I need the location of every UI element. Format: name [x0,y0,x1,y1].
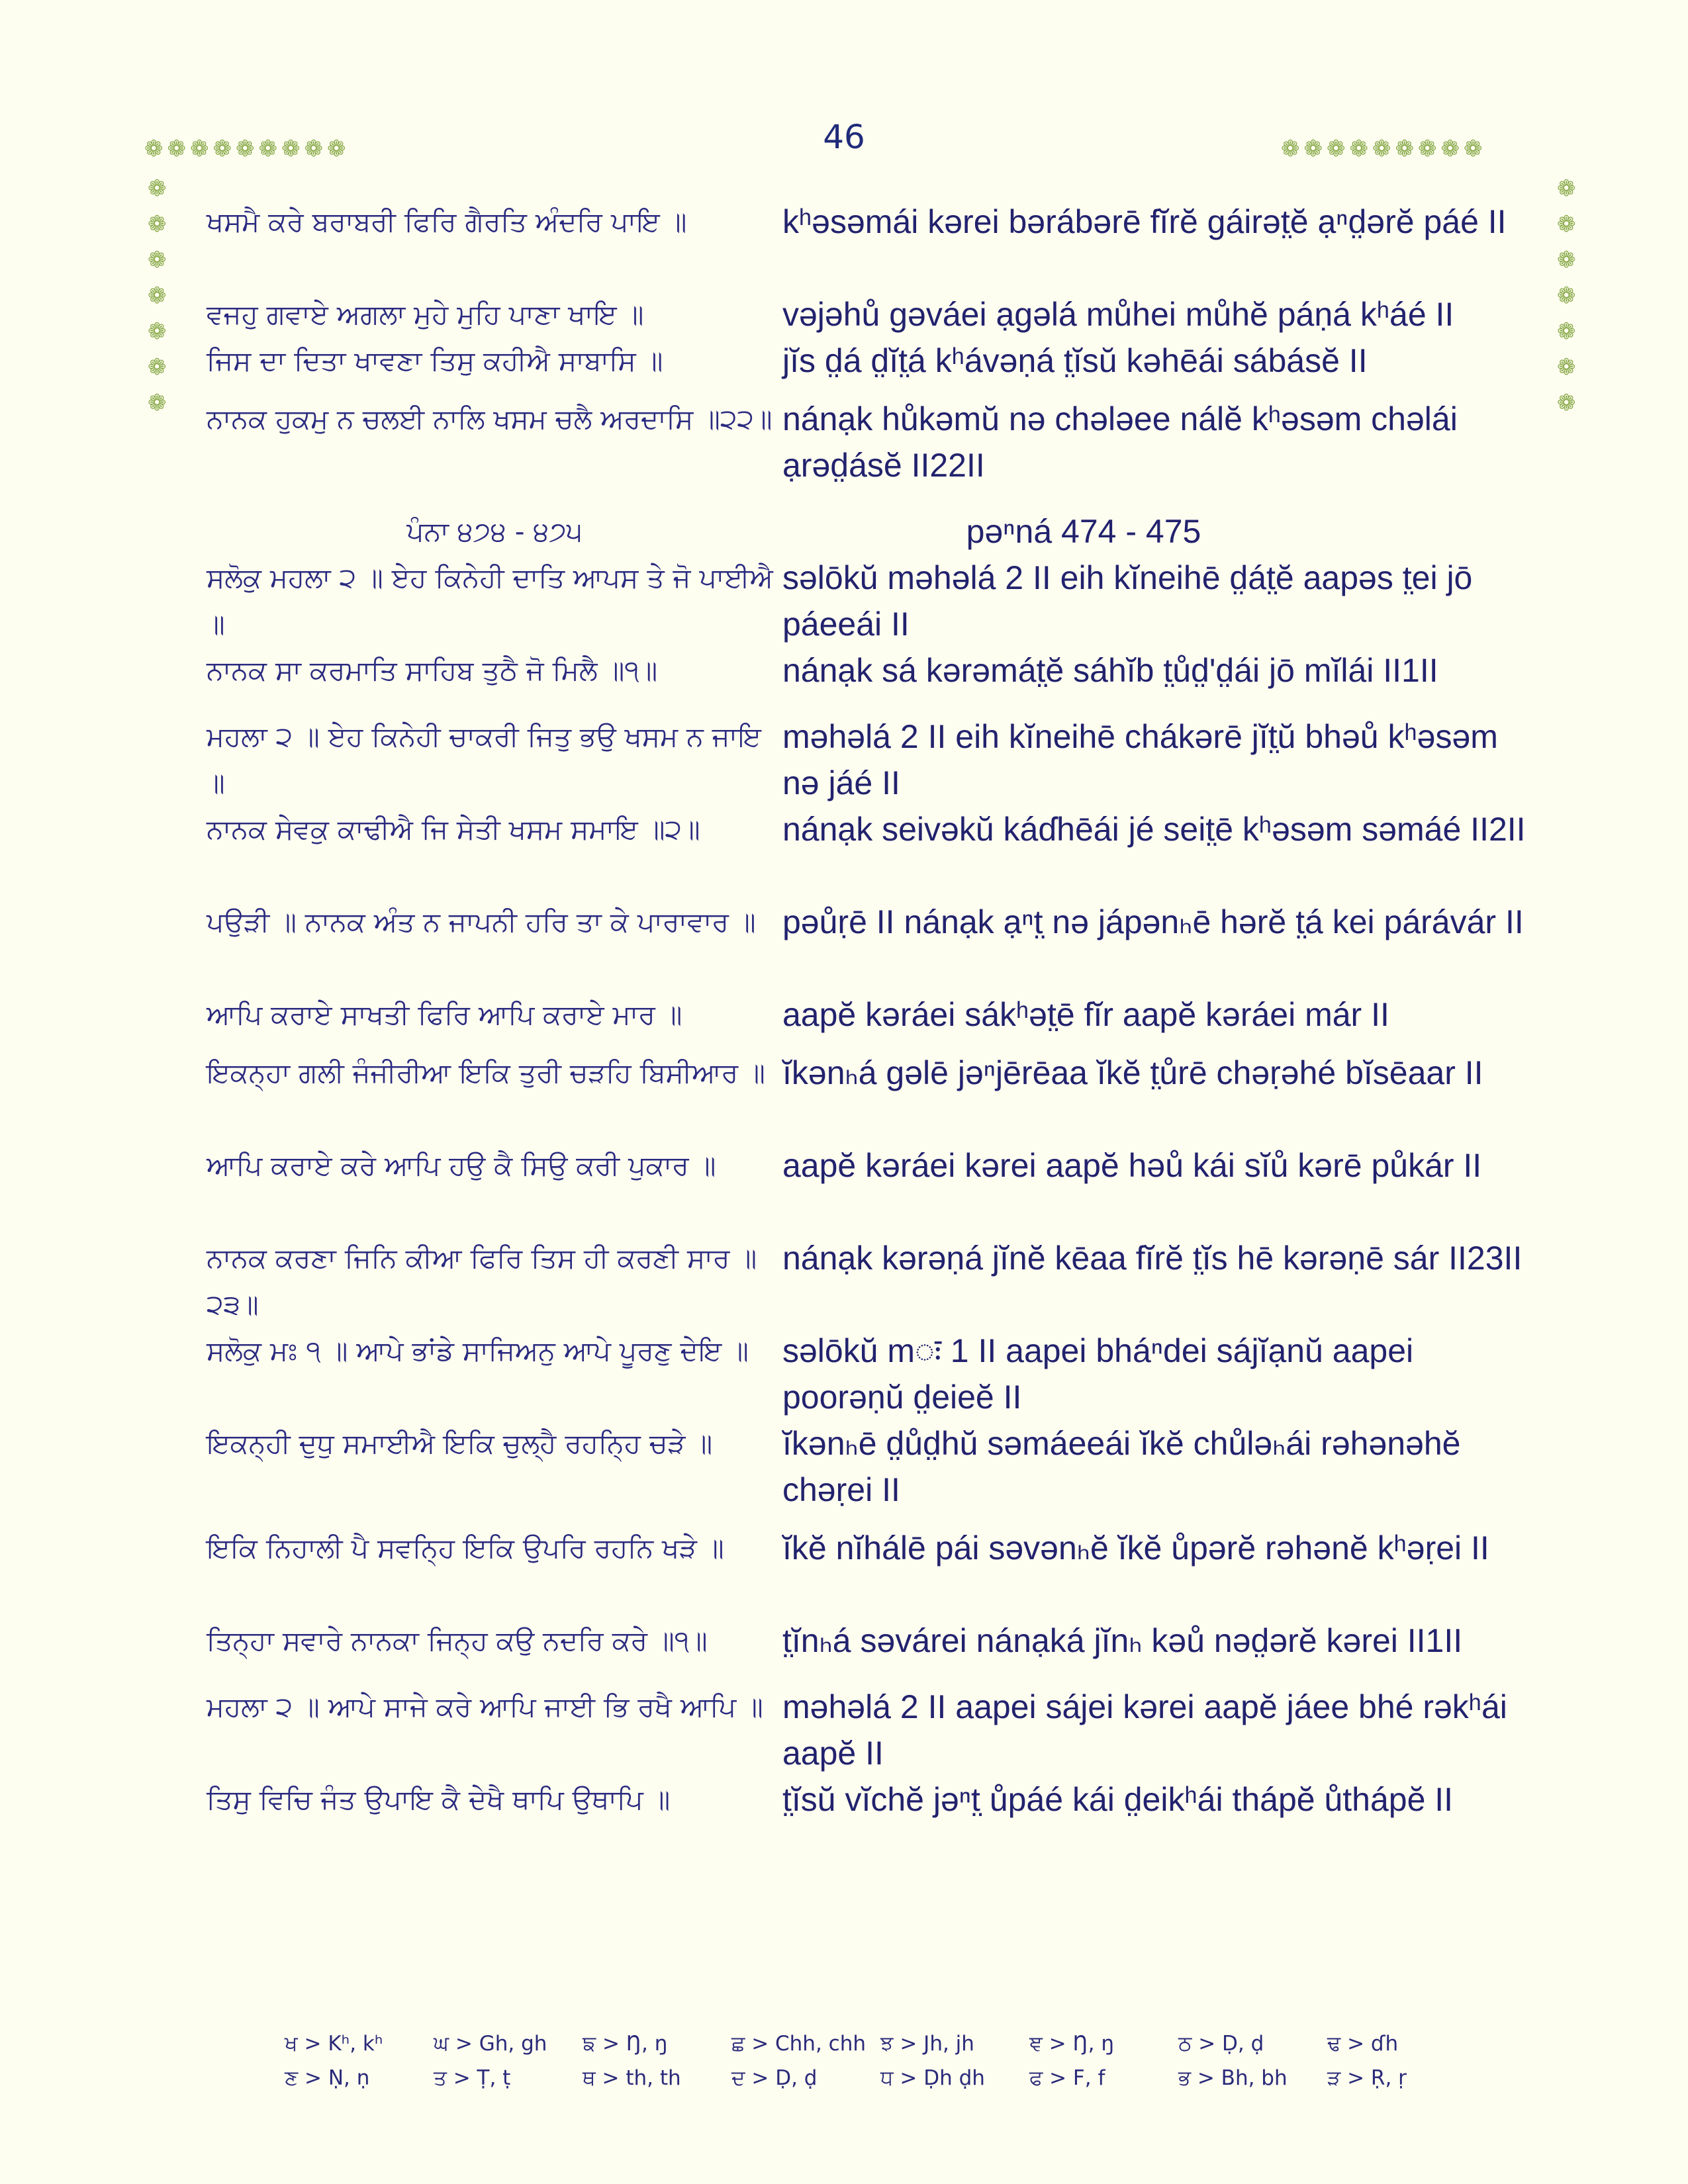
legend-item: ਘ > Gh, gh [434,2032,547,2056]
flower-ornament-icon: ❁ [148,318,167,345]
verse-row [207,1776,1530,1869]
flower-ornament-icon: ❁ [148,283,167,309]
gurmukhi-text: ਖਸਮੈ ਕਰੇ ਬਰਾਬਰੀ ਫਿਰਿ ਗੈਰਤਿ ਅੰਦਰਿ ਪਾਇ ॥ [207,206,687,238]
flower-ornament-icon: ❁ [167,136,186,162]
legend-item: ੜ > Ṛ, ṛ [1327,2066,1407,2090]
flower-ornament-icon: ❁ [1372,136,1391,162]
verse-row [207,396,1530,488]
legend-item: ਙ > Ŋ, ŋ [583,2032,668,2056]
verse-row [207,555,1530,647]
flower-ornament-icon: ❁ [1327,136,1346,162]
ornament-border-right [1557,171,1576,421]
flower-ornament-icon: ❁ [1349,136,1368,162]
legend-item: ਠ > Ḍ, ḍ [1178,2032,1264,2056]
flower-ornament-icon: ❁ [1440,136,1460,162]
legend-item: ਥ > th, th [583,2066,681,2090]
flower-ornament-icon: ❁ [190,136,209,162]
flower-ornament-icon: ❁ [148,354,167,381]
transliteration-text: kʰəsəmái kərei bərábərē fĭrĕ gáirət̤ĕ ạⁿd̤ərĕ páé II [782,203,1507,240]
ornament-border-left [148,171,167,421]
gurmukhi-text: ਸਲੋਕੁ ਮਹਲਾ ੨ ॥ ਏਹ ਕਿਨੇਹੀ ਦਾਤਿ ਆਪਸ ਤੇ ਜੋ ਪਾਈਐ ॥ [207,562,773,640]
transliteration-text: jĭs d̤á d̤ĭt̤á kʰávəṇá t̤ĭsŭ kəhēái sábásĕ II [782,342,1368,379]
flower-ornament-icon: ❁ [148,247,167,273]
transliteration-text: məhəlá 2 II eih kĭneihē chákərē jĭt̤ŭ bhəů kʰəsəm nə jáé II [782,718,1498,801]
gurmukhi-text: ਤਿਸੁ ਵਿਚਿ ਜੰਤ ਉਪਾਇ ਕੈ ਦੇਖੈ ਥਾਪਿ ਉਥਾਪਿ ॥ [207,1784,671,1815]
flower-ornament-icon: ❁ [1418,136,1437,162]
legend-item: ਫ > F, f [1029,2066,1105,2090]
verse-row [207,713,1530,806]
flower-ornament-icon: ❁ [1557,175,1576,202]
gurmukhi-text: ਨਾਨਕ ਕਰਣਾ ਜਿਨਿ ਕੀਆ ਫਿਰਿ ਤਿਸ ਹੀ ਕਰਣੀ ਸਾਰ ॥੨੩॥ [207,1242,757,1320]
gurmukhi-text: ਨਾਨਕ ਸੇਵਕੁ ਕਾਢੀਐ ਜਿ ਸੇਤੀ ਖਸਮ ਸਮਾਇ ॥੨॥ [207,813,700,845]
transliteration-text: ĭkənₕá gəlē jəⁿjērēaa ĭkĕ t̤ůrē chəṛəhé bĭsēaar II [782,1054,1483,1091]
ornament-border-top-right [1281,136,1483,162]
legend-item: ਝ > Jh, jh [880,2032,974,2056]
gurmukhi-text: ਜਿਸ ਦਾ ਦਿਤਾ ਖਾਵਣਾ ਤਿਸੁ ਕਹੀਐ ਸਾਬਾਸਿ ॥ [207,345,663,377]
transliteration-text: ĭkĕ nĭhálē pái səvənₕĕ ĭkĕ ůpərĕ rəhənĕ kʰəṛei II [782,1529,1489,1567]
transliteration-text: vəjəhů gəváei ạgəlá můhei můhĕ páṇá kʰáé II [782,296,1454,333]
flower-ornament-icon: ❁ [1464,136,1483,162]
verse-row [207,1050,1530,1142]
transliteration-text: nánạk kərəṇá jĭnĕ kēaa fĭrĕ t̤ĭs hē kərəṇē sár II23II [782,1240,1523,1277]
verse-row [207,899,1530,991]
verse-row [207,1142,1530,1235]
flower-ornament-icon: ❁ [1303,136,1323,162]
gurmukhi-text: ਪੰਨਾ ੪੭੪ - ੪੭੫ [406,516,583,547]
transliteration-text: aapĕ kəráei kərei aapĕ həů kái sĭů kərē půkár II [782,1147,1482,1184]
transliteration-text: nánạk hůkəmŭ nə chələee nálĕ kʰəsəm chəlái ạrəd̤ásĕ II22II [782,400,1458,484]
gurmukhi-text: ਸਲੋਕੁ ਮਃ ੧ ॥ ਆਪੇ ਭਾਂਡੇ ਸਾਜਿਅਨੁ ਆਪੇ ਪੂਰਣੁ ਦੇਇ ॥ [207,1335,749,1367]
flower-ornament-icon: ❁ [148,390,167,416]
flower-ornament-icon: ❁ [148,211,167,238]
flower-ornament-icon: ❁ [281,136,301,162]
gurmukhi-text: ਨਾਨਕ ਸਾ ਕਰਮਾਤਿ ਸਾਹਿਬ ਤੁਠੈ ਜੋ ਮਿਲੈ ॥੧॥ [207,655,658,686]
legend-item: ਖ > Kʰ, kʰ [285,2032,383,2056]
transliteration-legend [285,2032,1476,2101]
transliteration-text: səlōkŭ mः 1 II aapei bháⁿdei sájĭạnŭ aapei poorəṇŭ d̤eieĕ II [782,1332,1414,1416]
legend-item: ਢ > ɗh [1327,2032,1399,2056]
legend-item: ਧ > Ḍh ḍh [880,2066,985,2090]
flower-ornament-icon: ❁ [1557,211,1576,238]
page-number: 46 [823,118,865,156]
flower-ornament-icon: ❁ [327,136,346,162]
flower-ornament-icon: ❁ [1557,283,1576,309]
gurmukhi-text: ਮਹਲਾ ੨ ॥ ਆਪੇ ਸਾਜੇ ਕਰੇ ਆਪਿ ਜਾਈ ਭਿ ਰਖੈ ਆਪਿ ॥ [207,1691,763,1723]
flower-ornament-icon: ❁ [236,136,255,162]
gurmukhi-text: ਇਕਨ੍ਹੀ ਦੁਧੁ ਸਮਾਈਐ ਇਕਿ ਚੁਲ੍ਹੈ ਰਹਨ੍ਹਿ ਚੜੇ ॥ [207,1428,713,1459]
flower-ornament-icon: ❁ [148,175,167,202]
legend-row [285,2032,1476,2066]
transliteration-text: aapĕ kəráei sákʰət̤ē fĭr aapĕ kəráei már II [782,996,1389,1033]
gurmukhi-text: ਵਜਹੁ ਗਵਾਏ ਅਗਲਾ ਮੁਹੇ ਮੁਹਿ ਪਾਣਾ ਖਾਇ ॥ [207,298,644,330]
transliteration-text: t̤ĭnₕá səvárei nánạká jĭnₕ kəů nəd̤ərĕ kərei II1II [782,1622,1463,1659]
transliteration-text: nánạk sá kərəmát̤ĕ sáhĭb t̤ůd̤'d̤ái jō mĭlái II1II [782,652,1438,689]
gurmukhi-text: ਤਿਨ੍ਹਾ ਸਵਾਰੇ ਨਾਨਕਾ ਜਿਨ੍ਹ ਕਉ ਨਦਰਿ ਕਰੇ ॥੧॥ [207,1625,708,1657]
transliteration-text: məhəlá 2 II aapei sájei kərei aapĕ jáee bhé rəkʰái aapĕ II [782,1688,1507,1772]
verse-row [207,291,1530,338]
verse-row [207,991,1530,1038]
verse-row [207,199,1530,291]
verse-table [207,199,1530,1869]
verse-row [207,647,1530,694]
flower-ornament-icon: ❁ [258,136,277,162]
legend-item: ਤ > Ṭ, ṭ [434,2066,511,2090]
flower-ornament-icon: ❁ [1557,354,1576,381]
verse-row [207,1420,1530,1513]
flower-ornament-icon: ❁ [1281,136,1300,162]
verse-row [207,1525,1530,1617]
gurmukhi-text: ਆਪਿ ਕਰਾਏ ਸਾਖਤੀ ਫਿਰਿ ਆਪਿ ਕਰਾਏ ਮਾਰ ॥ [207,999,682,1030]
legend-item: ਭ > Bh, bh [1178,2066,1288,2090]
transliteration-text: nánạk seivəkŭ káɗhēái jé seit̤ē kʰəsəm səmáé II2II [782,811,1526,848]
legend-row [285,2066,1476,2101]
flower-ornament-icon: ❁ [144,136,164,162]
flower-ornament-icon: ❁ [212,136,232,162]
verse-row [207,1328,1530,1420]
verse-row [207,1684,1530,1776]
gurmukhi-text: ਇਕਿ ਨਿਹਾਲੀ ਪੈ ਸਵਨ੍ਹਿ ਇਕਿ ਉਪਰਿ ਰਹਨਿ ਖੜੇ ॥ [207,1532,724,1564]
transliteration-text: ĭkənₕē d̤ůd̤hŭ səmáeeái ĭkĕ chůləₕái rəhənəhĕ chəṛei II [782,1425,1461,1508]
verse-row [207,806,1530,899]
flower-ornament-icon: ❁ [1557,247,1576,273]
verse-row [207,1617,1530,1664]
verse-row [207,1235,1530,1328]
gurmukhi-text: ਇਕਨ੍ਹਾ ਗਲੀ ਜੰਜੀਰੀਆ ਇਕਿ ਤੁਰੀ ਚੜਹਿ ਬਿਸੀਆਰ ॥ [207,1057,765,1089]
gurmukhi-text: ਨਾਨਕ ਹੁਕਮੁ ਨ ਚਲਈ ਨਾਲਿ ਖਸਮ ਚਲੈ ਅਰਦਾਸਿ ॥੨੨॥ [207,403,773,435]
gurmukhi-text: ਮਹਲਾ ੨ ॥ ਏਹ ਕਿਨੇਹੀ ਚਾਕਰੀ ਜਿਤੁ ਭਉ ਖਸਮ ਨ ਜਾਇ ॥ [207,721,761,799]
ornament-border-top-left [144,136,346,162]
transliteration-text: pəⁿná 474 - 475 [966,513,1201,550]
flower-ornament-icon: ❁ [304,136,323,162]
transliteration-text: səlōkŭ məhəlá 2 II eih kĭneihē d̤át̤ĕ aapəs t̤ei jō páeeái II [782,559,1473,643]
transliteration-text: t̤ĭsŭ vĭchĕ jəⁿt̤ ůpáé kái d̤eikʰái thápĕ ůthápĕ II [782,1781,1454,1818]
legend-item: ਦ > Ḍ, ḍ [731,2066,818,2090]
transliteration-text: pəůṛē II nánạk ạⁿt̤ nə jápənₕē hərĕ t̤á kei párávár II [782,903,1524,940]
verse-row [207,508,1530,555]
legend-item: ਛ > Chh, chh [731,2032,867,2056]
flower-ornament-icon: ❁ [1395,136,1414,162]
gurmukhi-text: ਆਪਿ ਕਰਾਏ ਕਰੇ ਆਪਿ ਹਉ ਕੈ ਸਿਉ ਕਰੀ ਪੁਕਾਰ ॥ [207,1150,716,1181]
verse-row [207,338,1530,384]
flower-ornament-icon: ❁ [1557,318,1576,345]
gurmukhi-text: ਪਉੜੀ ॥ ਨਾਨਕ ਅੰਤ ਨ ਜਾਪਨੀ ਹਰਿ ਤਾ ਕੇ ਪਾਰਾਵਾਰ ॥ [207,906,756,938]
legend-item: ਣ > Ṇ, ṇ [285,2066,370,2090]
flower-ornament-icon: ❁ [1557,390,1576,416]
legend-item: ਞ > Ŋ, ŋ [1029,2032,1115,2056]
